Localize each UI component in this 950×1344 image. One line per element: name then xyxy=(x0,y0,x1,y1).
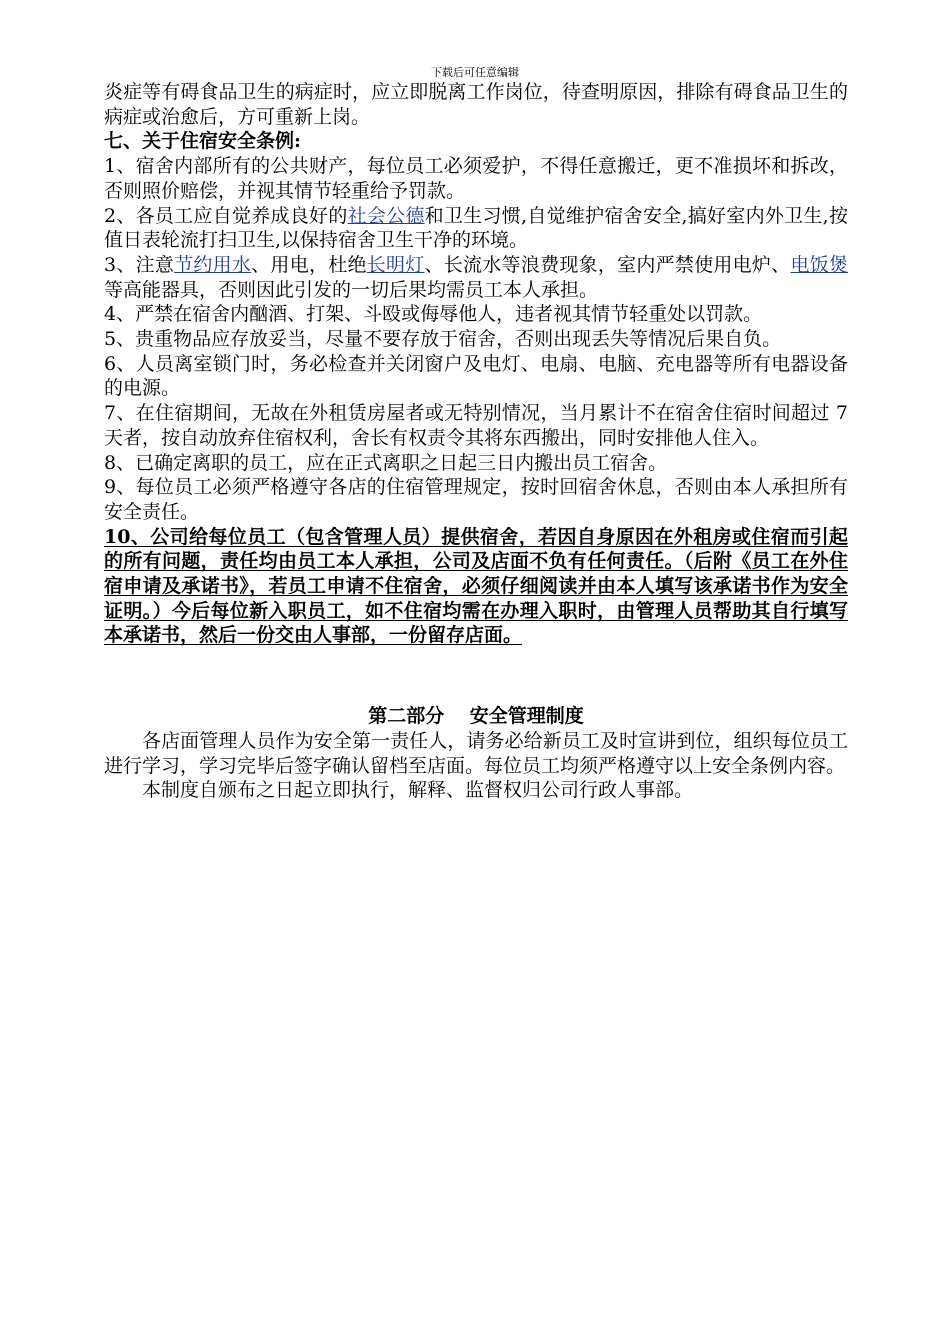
rule-item-3-text-d: 等高能器具，否则因此引发的一切后果均需员工本人承担。 xyxy=(104,278,599,301)
rule-item-5: 5、贵重物品应存放妥当，尽量不要存放于宿舍，否则出现丢失等情况后果自负。 xyxy=(104,328,782,351)
section-7-title: 七、关于住宿安全条例: xyxy=(104,130,302,153)
intro-paragraph: 炎症等有碍食品卫生的病症时，应立即脱离工作岗位，待查明原因，排除有碍食品卫生的病症或治愈后，方可重新上岗。 xyxy=(104,81,848,128)
part-2-paragraph-2: 本制度自颁布之日起立即执行，解释、监督权归公司行政人事部。 xyxy=(142,779,694,802)
rule-item-3-text-c: 、长流水等浪费现象，室内严禁使用电炉、 xyxy=(424,253,791,276)
rule-item-6: 6、人员离室锁门时，务必检查并关闭窗户及电灯、电扇、电脑、充电器等所有电器设备的电源。 xyxy=(104,352,848,400)
rule-item-8: 8、已确定离职的员工，应在正式离职之日起三日内搬出员工宿舍。 xyxy=(104,451,668,474)
rule-item-3-text-b: 、用电，杜绝 xyxy=(251,253,367,276)
part-2-paragraph-1: 各店面管理人员作为安全第一责任人，请务必给新员工及时宣讲到位，组织每位员工进行学习，学习完毕后签字确认留档至店面。每位员工均须严格遵守以上安全条例内容。 xyxy=(104,729,848,777)
rule-item-3 xyxy=(104,253,848,302)
link-rice-cooker[interactable]: 电饭煲 xyxy=(790,253,848,276)
rule-item-7: 7、在住宿期间，无故在外租赁房屋者或无特别情况，当月累计不在宿舍住宿时间超过 7 天者，按自动放弃住宿权利，舍长有权责令其将东西搬出，同时安排他人住入。 xyxy=(104,402,848,449)
link-save-water[interactable]: 节约用水 xyxy=(174,253,252,276)
rule-item-3-text-a: 3、注意 xyxy=(104,253,175,276)
rule-item-2-text-b: 和卫生习惯,自觉维护宿舍安全,搞好室内外卫生,按值日表轮流打扫卫生,以保持宿舍卫生干净的环境。 xyxy=(104,204,848,252)
rule-item-4: 4、严禁在宿舍内酗酒、打架、斗殴或侮辱他人，违者视其情节轻重处以罚款。 xyxy=(104,303,763,326)
rule-item-1: 1、宿舍内部所有的公共财产，每位员工必须爱护，不得任意搬迁，更不准损坏和拆改，否则照价赔偿，并视其情节轻重给予罚款。 xyxy=(104,155,848,202)
link-social-ethics[interactable]: 社会公德 xyxy=(347,204,425,227)
link-always-on-light[interactable]: 长明灯 xyxy=(366,253,425,276)
spacer xyxy=(104,648,848,704)
page-header: 下载后可任意编辑 xyxy=(431,66,519,79)
rule-item-2-text-a: 2、各员工应自觉养成良好的 xyxy=(104,204,348,227)
rule-item-9: 9、每位员工必须严格遵守各店的住宿管理规定，按时回宿舍休息，否则由本人承担所有安全责任。 xyxy=(104,476,848,523)
document-body xyxy=(104,80,848,803)
rule-item-2 xyxy=(104,204,848,253)
rule-item-10: 10、公司给每位员工（包含管理人员）提供宿舍，若因自身原因在外租房或住宿而引起的所有问题，责任均由员工本人承担，公司及店面不负有任何责任。（后附《员工在外住宿申请及承诺书》，若员工申请不住宿舍，必须仔细阅读并由本人填写该承诺书作为安全证明。）今后每位新入职员工，如不住宿均需在办理入职时，由管理人员帮助其自行填写本承诺书，然后一份交由人事部，一份留存店面。 xyxy=(104,525,848,647)
part-2-title: 第二部分 安全管理制度 xyxy=(368,705,584,728)
